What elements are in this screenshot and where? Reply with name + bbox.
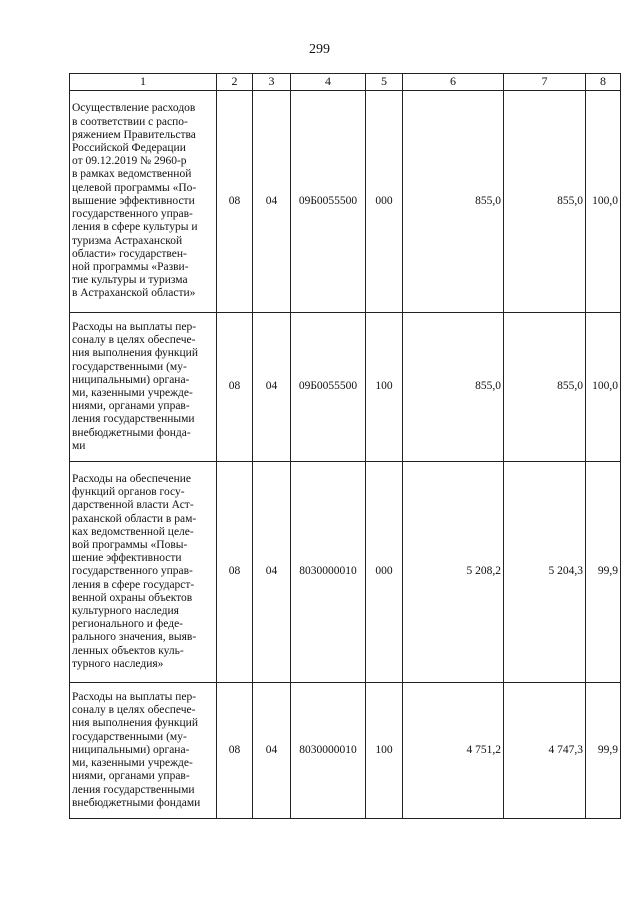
execution-percent: 99,9 [586,462,621,683]
header-cell: 7 [504,74,586,91]
header-cell: 4 [291,74,366,91]
row-description: Расходы на выплаты пер- соналу в целях обеспече- ния выполнения функций государственными (му- ниципальными) органа- ми, казенными учрежде- ниями, органами управ- ления государственными внебюджетными фондами [70,683,217,819]
subsection-code: 04 [253,462,291,683]
header-cell: 3 [253,74,291,91]
target-article-code: 8030000010 [291,462,366,683]
executed-amount: 855,0 [504,91,586,313]
target-article-code: 8030000010 [291,683,366,819]
execution-percent: 99,9 [586,683,621,819]
table-row [70,91,621,313]
planned-amount: 4 751,2 [403,683,504,819]
execution-percent: 100,0 [586,313,621,462]
table-row [70,683,621,819]
header-row [70,74,621,91]
row-description: Осуществление расходов в соответствии с распо- ряжением Правительства Российской Федерации от 09.12.2019 № 2960-р в рамках ведомственной целевой программы «По- вышение эффективности государственного управ- ления в сфере культуры и туризма Астраханской области» государствен- ной программы «Разви- тие культуры и туризма в Астраханской области» [70,91,217,313]
planned-amount: 855,0 [403,91,504,313]
planned-amount: 855,0 [403,313,504,462]
expense-type-code: 000 [366,462,403,683]
row-description: Расходы на обеспечение функций органов госу- дарственной власти Аст- раханской области в рам- ках ведомственной целе- вой программы «Повы- шение эффективности государственного управ- ления в сфере государст- венной охраны объектов культурного наследия регионального и феде- рального значения, выяв- ленных объектов куль- турного наследия» [70,462,217,683]
page-number: 299 [309,42,330,57]
header-cell: 1 [70,74,217,91]
section-code: 08 [217,313,253,462]
expense-type-code: 000 [366,91,403,313]
execution-percent: 100,0 [586,91,621,313]
subsection-code: 04 [253,313,291,462]
header-cell: 8 [586,74,621,91]
target-article-code: 09Б0055500 [291,313,366,462]
executed-amount: 4 747,3 [504,683,586,819]
planned-amount: 5 208,2 [403,462,504,683]
section-code: 08 [217,683,253,819]
subsection-code: 04 [253,91,291,313]
table-row [70,313,621,462]
table-row [70,462,621,683]
subsection-code: 04 [253,683,291,819]
executed-amount: 5 204,3 [504,462,586,683]
executed-amount: 855,0 [504,313,586,462]
section-code: 08 [217,462,253,683]
expense-type-code: 100 [366,683,403,819]
expense-type-code: 100 [366,313,403,462]
header-cell: 6 [403,74,504,91]
row-description: Расходы на выплаты пер- соналу в целях обеспече- ния выполнения функций государственными (му- ниципальными) органа- ми, казенными учрежде- ниями, органами управ- ления государственными внебюджетными фонда- ми [70,313,217,462]
budget-table [69,73,621,819]
target-article-code: 09Б0055500 [291,91,366,313]
header-cell: 2 [217,74,253,91]
section-code: 08 [217,91,253,313]
header-cell: 5 [366,74,403,91]
